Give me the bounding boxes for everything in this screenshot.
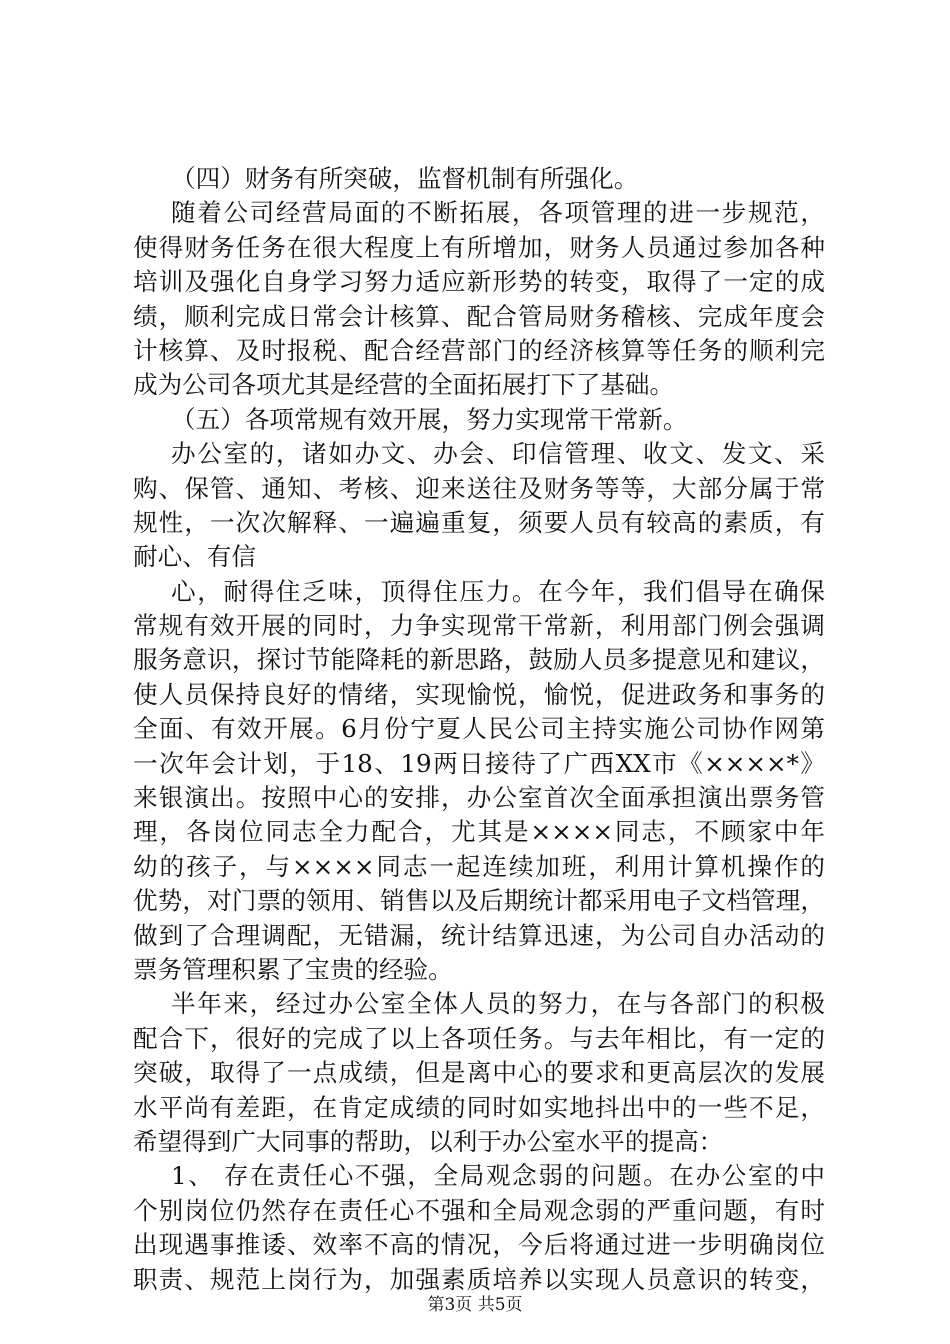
- text-line: 成为公司各项尤其是经营的全面拓展打下了基础。: [133, 370, 675, 400]
- text-line: 耐心、有信: [133, 542, 256, 572]
- text-line: 优势，对门票的领用、销售以及后期统计都采用电子文档管理，: [133, 886, 825, 916]
- text-line: （五）各项常规有效开展，努力实现常干常新。: [171, 404, 688, 434]
- text-line: 计核算、及时报税、配合经营部门的经济核算等任务的顺利完: [133, 335, 825, 365]
- text-line: 半年来，经过办公室全体人员的努力，在与各部门的积极: [171, 989, 825, 1019]
- text-line: 出现遇事推诿、效率不高的情况，今后将通过进一步明确岗位: [133, 1230, 825, 1260]
- text-line: 理，各岗位同志全力配合，尤其是××××同志，不顾家中年: [133, 817, 825, 847]
- text-line: 个别岗位仍然存在责任心不强和全局观念弱的严重问题，有时: [133, 1195, 825, 1225]
- text-line: 做到了合理调配，无错漏，统计结算迅速，为公司自办活动的: [133, 920, 825, 950]
- text-line: 1、 存在责任心不强，全局观念弱的问题。在办公室的中: [171, 1161, 825, 1191]
- text-line: 水平尚有差距，在肯定成绩的同时如实地抖出中的一些不足，: [133, 1092, 825, 1122]
- text-line: 票务管理积累了宝贵的经验。: [133, 954, 453, 984]
- text-line: 使得财务任务在很大程度上有所增加，财务人员通过参加各种: [133, 232, 825, 262]
- text-line: 来银演出。按照中心的安排，办公室首次全面承担演出票务管: [133, 783, 825, 813]
- text-line: 培训及强化自身学习努力适应新形势的转变，取得了一定的成: [133, 267, 825, 297]
- text-line: （四）财务有所突破，监督机制有所强化。: [171, 164, 639, 193]
- text-line: 职责、规范上岗行为，加强素质培养以实现人员意识的转变，: [133, 1264, 825, 1294]
- text-line: 心，耐得住乏味，顶得住压力。在今年，我们倡导在确保: [171, 576, 825, 606]
- page-footer: 第3页 共5页: [427, 1295, 523, 1315]
- text-line: 常规有效开展的同时，力争实现常干常新，利用部门例会强调: [133, 611, 825, 641]
- text-line: 突破，取得了一点成绩，但是离中心的要求和更高层次的发展: [133, 1058, 825, 1088]
- text-line: 随着公司经营局面的不断拓展，各项管理的进一步规范，: [171, 198, 825, 228]
- text-line: 幼的孩子，与××××同志一起连续加班，利用计算机操作的: [133, 851, 825, 881]
- text-line: 配合下，很好的完成了以上各项任务。与去年相比，有一定的: [133, 1023, 825, 1053]
- text-line: 希望得到广大同事的帮助，以利于办公室水平的提高：: [133, 1126, 724, 1156]
- text-line: 一次年会计划，于18、19两日接待了广西XX市《××××*》: [133, 748, 825, 778]
- text-line: 规性，一次次解释、一遍遍重复，须要人员有较高的素质，有: [133, 507, 825, 537]
- text-line: 购、保管、通知、考核、迎来送往及财务等等，大部分属于常: [133, 473, 825, 503]
- text-line: 全面、有效开展。6月份宁夏人民公司主持实施公司协作网第: [133, 714, 825, 744]
- document-body: [133, 162, 825, 1297]
- text-line: 办公室的，诸如办文、办会、印信管理、收文、发文、采: [171, 439, 825, 469]
- text-line: 绩，顺利完成日常会计核算、配合管局财务稽核、完成年度会: [133, 301, 825, 331]
- text-line: 使人员保持良好的情绪，实现愉悦，愉悦，促进政务和事务的: [133, 679, 825, 709]
- text-line: 服务意识，探讨节能降耗的新思路，鼓励人员多提意见和建议，: [133, 645, 825, 675]
